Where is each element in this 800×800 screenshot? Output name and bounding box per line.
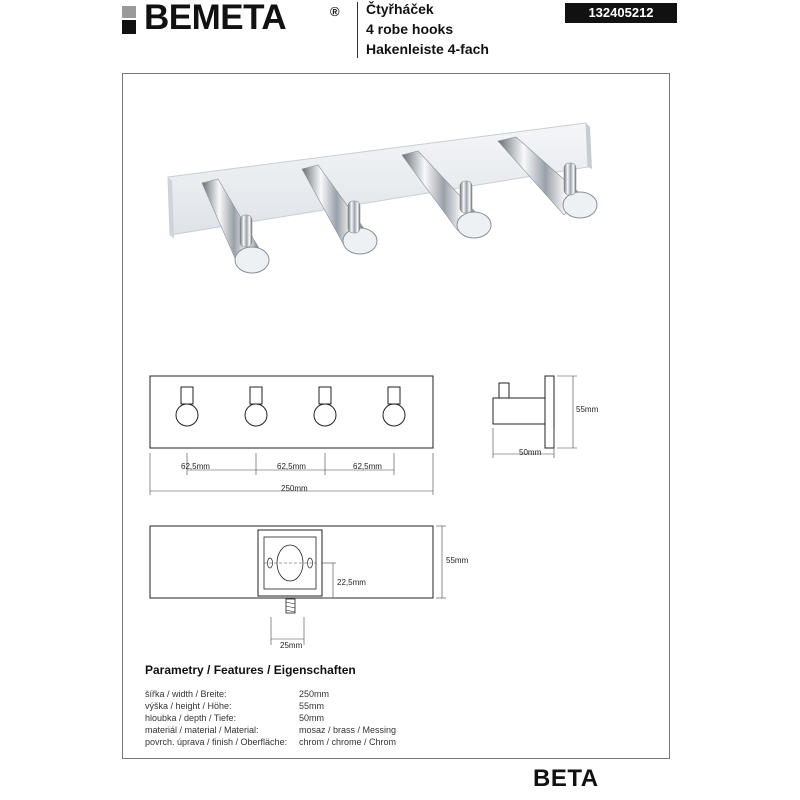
header-divider — [357, 2, 358, 58]
brand-logo — [118, 2, 350, 38]
dim-spacing-3: 62,5mm — [353, 462, 382, 471]
param-value: 250mm — [299, 689, 330, 699]
logo-mark-top — [122, 6, 136, 18]
param-value: 50mm — [299, 713, 325, 723]
product-code: 132405212 — [565, 3, 677, 23]
param-row — [145, 737, 525, 749]
dim-back-height: 55mm — [446, 556, 469, 565]
title-german: Hakenleiste 4-fach — [366, 41, 489, 57]
param-key: materiál / material / Material: — [145, 725, 259, 735]
param-row — [145, 689, 525, 701]
registered-mark: ® — [330, 4, 340, 19]
param-row — [145, 701, 525, 713]
param-value: 55mm — [299, 701, 325, 711]
params-title: Parametry / Features / Eigenschaften — [145, 663, 356, 677]
dim-side-depth: 50mm — [519, 448, 542, 457]
logo-mark-bottom — [122, 20, 136, 34]
dim-spacing-2: 62,5mm — [277, 462, 306, 471]
param-value: mosaz / brass / Messing — [299, 725, 397, 735]
param-key: výška / height / Höhe: — [145, 701, 232, 711]
title-czech: Čtyřháček — [366, 1, 434, 17]
model-name: BETA — [533, 765, 599, 792]
title-english: 4 robe hooks — [366, 21, 454, 37]
dim-total-width: 250mm — [281, 484, 308, 493]
param-value: chrom / chrome / Chrom — [299, 737, 397, 747]
dim-mount-width: 25mm — [280, 641, 303, 650]
dim-mount-offset: 22,5mm — [337, 578, 366, 587]
param-row — [145, 725, 525, 737]
dim-side-height: 55mm — [576, 405, 599, 414]
param-key: šířka / width / Breite: — [145, 689, 227, 699]
product-image — [160, 105, 620, 290]
dim-spacing-1: 62,5mm — [181, 462, 210, 471]
param-key: hloubka / depth / Tiefe: — [145, 713, 237, 723]
front-view-drawing — [140, 365, 450, 500]
param-key: povrch. úprava / finish / Oberfläche: — [145, 737, 288, 747]
param-row — [145, 713, 525, 725]
back-view-drawing — [140, 515, 450, 655]
brand-name: BEMETA — [144, 0, 287, 37]
